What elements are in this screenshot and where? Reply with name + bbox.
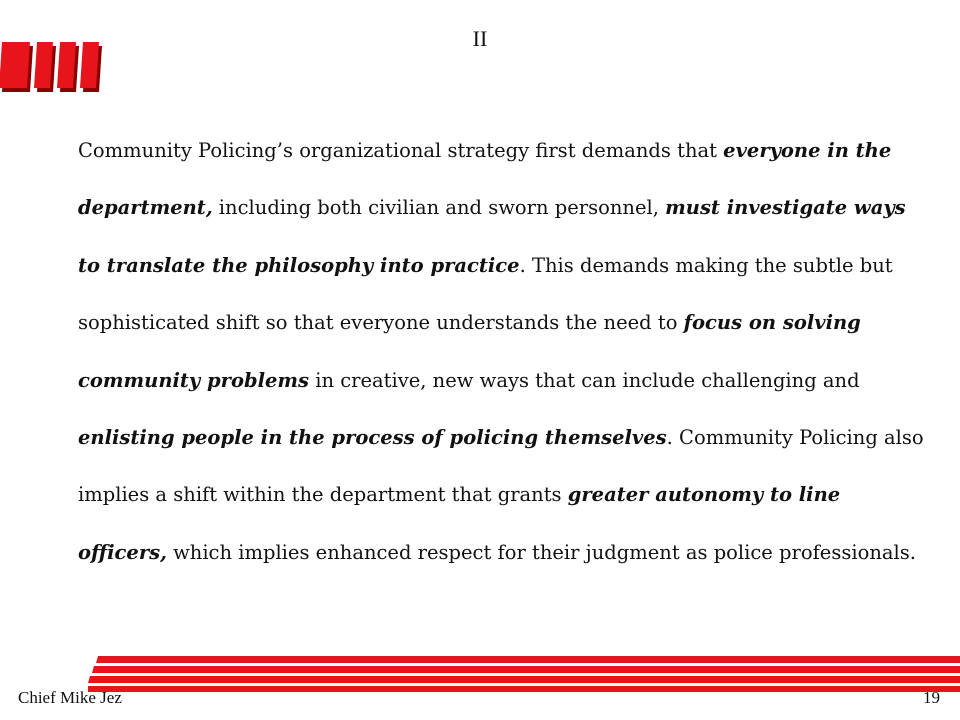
body-text-5: . Community Policing also implies a shift within the department that grants <box>78 426 924 507</box>
body-paragraph <box>78 122 928 581</box>
emphasis-must-investigate: must investigate ways to translate the philosophy into practice <box>78 196 906 277</box>
footer-red-stripes <box>88 656 960 692</box>
emphasis-greater-autonomy: greater autonomy to line officers, <box>78 483 841 564</box>
emphasis-everyone-in-department: everyone in the department, <box>78 139 892 220</box>
body-text-2: including both civilian and sworn personnel, <box>212 196 666 220</box>
body-text-1: Community Policing’s organizational strategy first demands that <box>78 139 724 162</box>
body-text-6: which implies enhanced respect for their judgment as police professionals. <box>166 540 916 564</box>
emphasis-enlisting-people: enlisting people in the process of policing themselves <box>78 426 667 450</box>
footer-page-number: 19 <box>923 688 940 707</box>
slide-number: II <box>472 26 488 51</box>
emphasis-focus-on-solving: focus on solving community problems <box>78 311 861 392</box>
body-text-3: . This demands making the subtle but sophisticated shift so that everyone understands the need to <box>78 253 893 335</box>
body-text-4: in creative, new ways that can include challenging and <box>309 368 860 392</box>
red-stripes-logo <box>0 38 110 96</box>
footer-author: Chief Mike Jez <box>18 688 122 707</box>
